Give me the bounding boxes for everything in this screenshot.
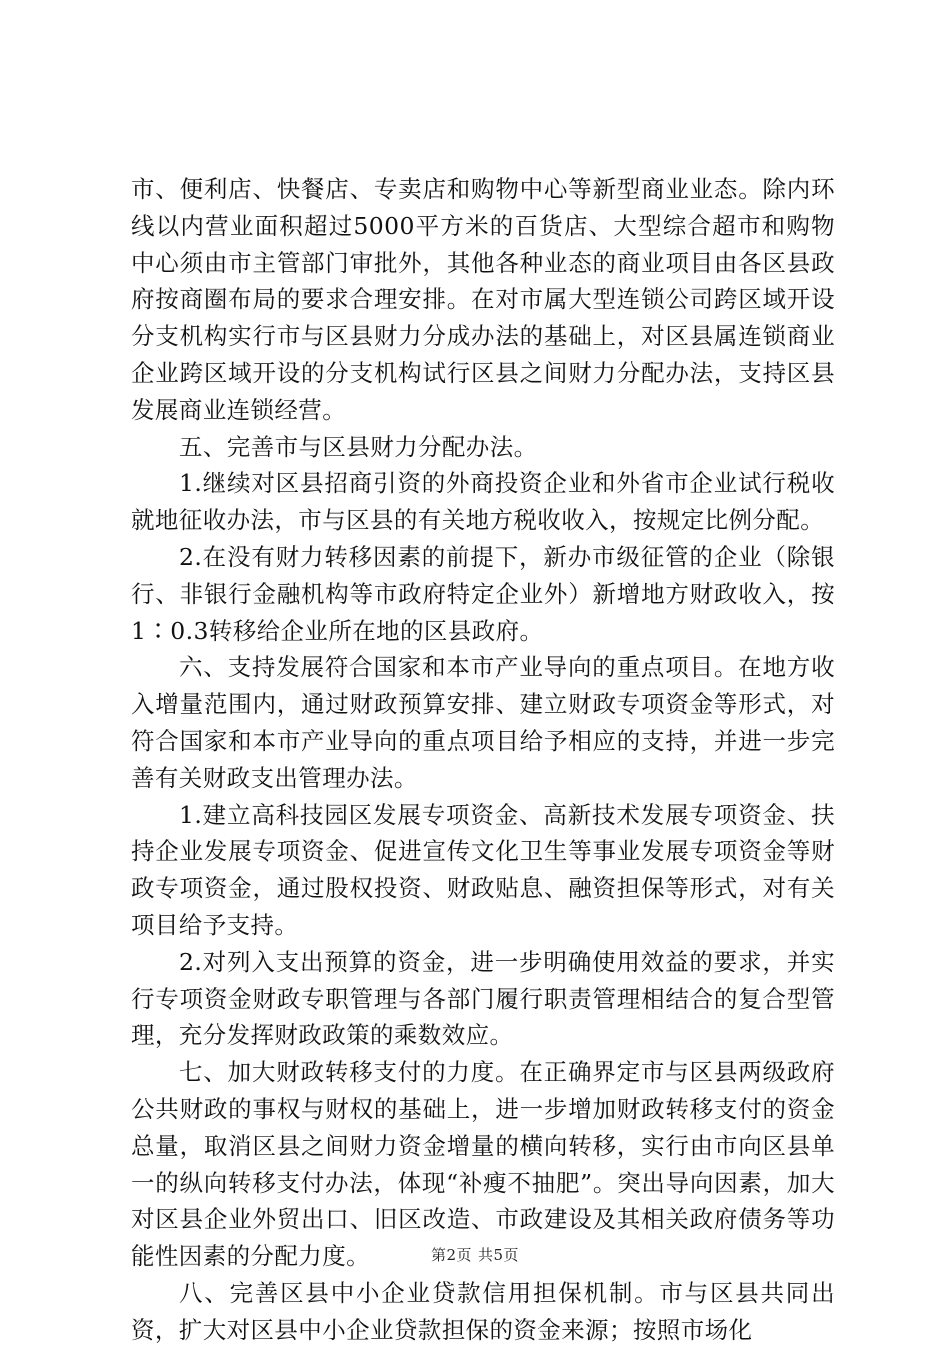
- paragraph-continuation: 市、便利店、快餐店、专卖店和购物中心等新型商业业态。除内环线以内营业面积超过5000平方米的百货店、大型综合超市和购物中心须由市主管部门审批外，其他各种业态的商业项目由各区县政府按商圈布局的要求合理安排。在对市属大型连锁公司跨区域开设分支机构实行市与区县财力分成办法的基础上，对区县属连锁商业企业跨区域开设的分支机构试行区县之间财力分配办法，支持区县发展商业连锁经营。: [131, 175, 835, 424]
- document-body: [131, 171, 835, 1349]
- list-item-6-2: 2.对列入支出预算的资金，进一步明确使用效益的要求，并实行专项资金财政专职管理与各部门履行职责管理相结合的复合型管理，充分发挥财政政策的乘数效应。: [131, 947, 835, 1050]
- list-item-6-1: 1.建立高科技园区发展专项资金、高新技术发展专项资金、扶持企业发展专项资金、促进宣传文化卫生等事业发展专项资金等财政专项资金，通过股权投资、财政贴息、融资担保等形式，对有关项目给予支持。: [131, 800, 835, 939]
- page-footer: [0, 1245, 950, 1265]
- section-heading-5: 五、完善市与区县财力分配办法。: [179, 432, 538, 461]
- page-number: 第2页: [430, 1246, 472, 1264]
- list-item-5-1: 1.继续对区县招商引资的外商投资企业和外省市企业试行税收就地征收办法，市与区县的有关地方税收收入，按规定比例分配。: [131, 469, 835, 535]
- section-heading-7: 七、加大财政转移支付的力度。在正确界定市与区县两级政府公共财政的事权与财权的基础上，进一步增加财政转移支付的资金总量，取消区县之间财力资金增量的横向转移，实行由市向区县单一的纵向转移支付办法，体现“补瘦不抽肥”。突出导向因素，加大对区县企业外贸出口、旧区改造、市政建设及其相关政府债务等功能性因素的分配力度。: [131, 1058, 835, 1271]
- list-item-5-2: 2.在没有财力转移因素的前提下，新办市级征管的企业（除银行、非银行金融机构等市政府特定企业外）新增地方财政收入，按1∶0.3转移给企业所在地的区县政府。: [131, 542, 835, 645]
- section-heading-8: 八、完善区县中小企业贷款信用担保机制。市与区县共同出资，扩大对区县中小企业贷款担保的资金来源；按照市场化: [131, 1278, 835, 1344]
- section-heading-6: 六、支持发展符合国家和本市产业导向的重点项目。在地方收入增量范围内，通过财政预算安排、建立财政专项资金等形式，对符合国家和本市产业导向的重点项目给予相应的支持，并进一步完善有关财政支出管理办法。: [131, 653, 835, 792]
- page-total: 共5页: [478, 1246, 520, 1264]
